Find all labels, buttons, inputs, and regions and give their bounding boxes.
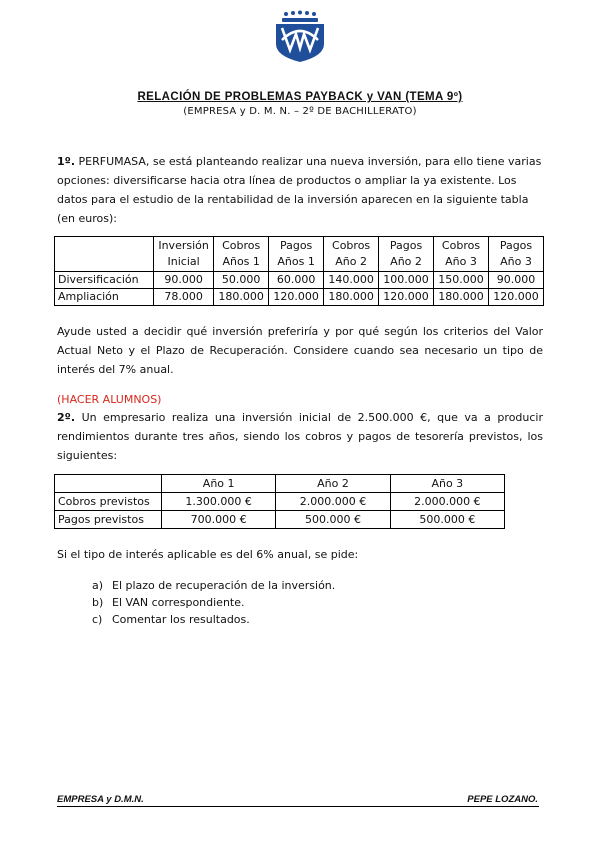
- footer-divider: [57, 806, 539, 807]
- row-label: Ampliación: [55, 289, 154, 306]
- table-header-cell: Cobros Año 3: [434, 237, 489, 272]
- table-header-cell: Cobros Años 1: [214, 237, 269, 272]
- table-cell: 180.000: [214, 289, 269, 306]
- table-cell: 50.000: [214, 272, 269, 289]
- table-header-cell: Pagos Años 1: [269, 237, 324, 272]
- table-cell: 120.000: [379, 289, 434, 306]
- table-cell: 180.000: [324, 289, 379, 306]
- problem1-table: [54, 236, 544, 306]
- problem1-intro-text: PERFUMASA, se está planteando realizar una nueva inversión, para ello tiene varias opciones: diversificarse hacia otra línea de productos o ampliar la ya existente. Los datos para el estudio de la rentabilidad de la inversión aparecen en la siguiente tabla (en euros):: [57, 155, 542, 225]
- problem2-note: (HACER ALUMNOS): [57, 393, 162, 406]
- problem2-number: 2º.: [57, 411, 76, 424]
- problem2-intro-text: Un empresario realiza una inversión inicial de 2.500.000 €, que va a producir rendimientos durante tres años, siendo los cobros y pagos de tesorería previstos, los siguientes:: [57, 411, 544, 462]
- table-cell: 150.000: [434, 272, 489, 289]
- problem2-intro: [57, 408, 543, 465]
- table-row: [55, 272, 544, 289]
- table-corner-cell: [55, 237, 154, 272]
- problem1-number: 1º.: [57, 155, 76, 168]
- table-cell: 2.000.000 €: [276, 493, 390, 511]
- page-title: RELACIÓN DE PROBLEMAS PAYBACK y VAN (TEMA 9º): [137, 91, 463, 103]
- table-row: [55, 511, 505, 529]
- table-corner-cell: [55, 475, 162, 493]
- table-header-row: [55, 237, 544, 272]
- table-header-cell: Cobros Año 2: [324, 237, 379, 272]
- table-header-row: [55, 475, 505, 493]
- school-logo-icon: [272, 10, 328, 64]
- footer-left: EMPRESA y D.M.N.: [57, 794, 144, 805]
- list-item: c) Comentar los resultados.: [92, 613, 250, 626]
- problem2-ask: Si el tipo de interés aplicable es del 6% anual, se pide:: [57, 548, 359, 561]
- table-row: [55, 289, 544, 306]
- table-header-cell: Pagos Año 2: [379, 237, 434, 272]
- table-header-cell: Año 1: [162, 475, 276, 493]
- problem1-question: Ayude usted a decidir qué inversión preferiría y por qué según los criterios del Valor Actual Neto y el Plazo de Recuperación. Considere cuando sea necesario un tipo de interés del 7% anual.: [57, 325, 543, 376]
- table-cell: 180.000: [434, 289, 489, 306]
- row-label: Pagos previstos: [55, 511, 162, 529]
- table-cell: 78.000: [154, 289, 214, 306]
- table-cell: 120.000: [269, 289, 324, 306]
- table-cell: 90.000: [154, 272, 214, 289]
- table-cell: 100.000: [379, 272, 434, 289]
- table-header-cell: Inversión Inicial: [154, 237, 214, 272]
- list-item: a) El plazo de recuperación de la inversión.: [92, 579, 336, 592]
- row-label: Diversificación: [55, 272, 154, 289]
- table-cell: 90.000: [488, 272, 543, 289]
- table-cell: 2.000.000 €: [390, 493, 504, 511]
- table-cell: 60.000: [269, 272, 324, 289]
- table-cell: 500.000 €: [390, 511, 504, 529]
- page-subtitle: (EMPRESA y D. M. N. – 2º DE BACHILLERATO): [183, 106, 417, 117]
- list-item: b) El VAN correspondiente.: [92, 596, 245, 609]
- table-cell: 140.000: [324, 272, 379, 289]
- problem2-list: [92, 577, 335, 628]
- problem2-table: [54, 474, 505, 529]
- table-row: [55, 493, 505, 511]
- table-header-cell: Año 3: [390, 475, 504, 493]
- table-header-cell: Año 2: [276, 475, 390, 493]
- table-cell: 1.300.000 €: [162, 493, 276, 511]
- table-header-cell: Pagos Año 3: [488, 237, 543, 272]
- row-label: Cobros previstos: [55, 493, 162, 511]
- problem1-intro: [57, 152, 543, 228]
- footer-right: PEPE LOZANO.: [467, 794, 538, 805]
- table-cell: 700.000 €: [162, 511, 276, 529]
- table-cell: 120.000: [488, 289, 543, 306]
- table-cell: 500.000 €: [276, 511, 390, 529]
